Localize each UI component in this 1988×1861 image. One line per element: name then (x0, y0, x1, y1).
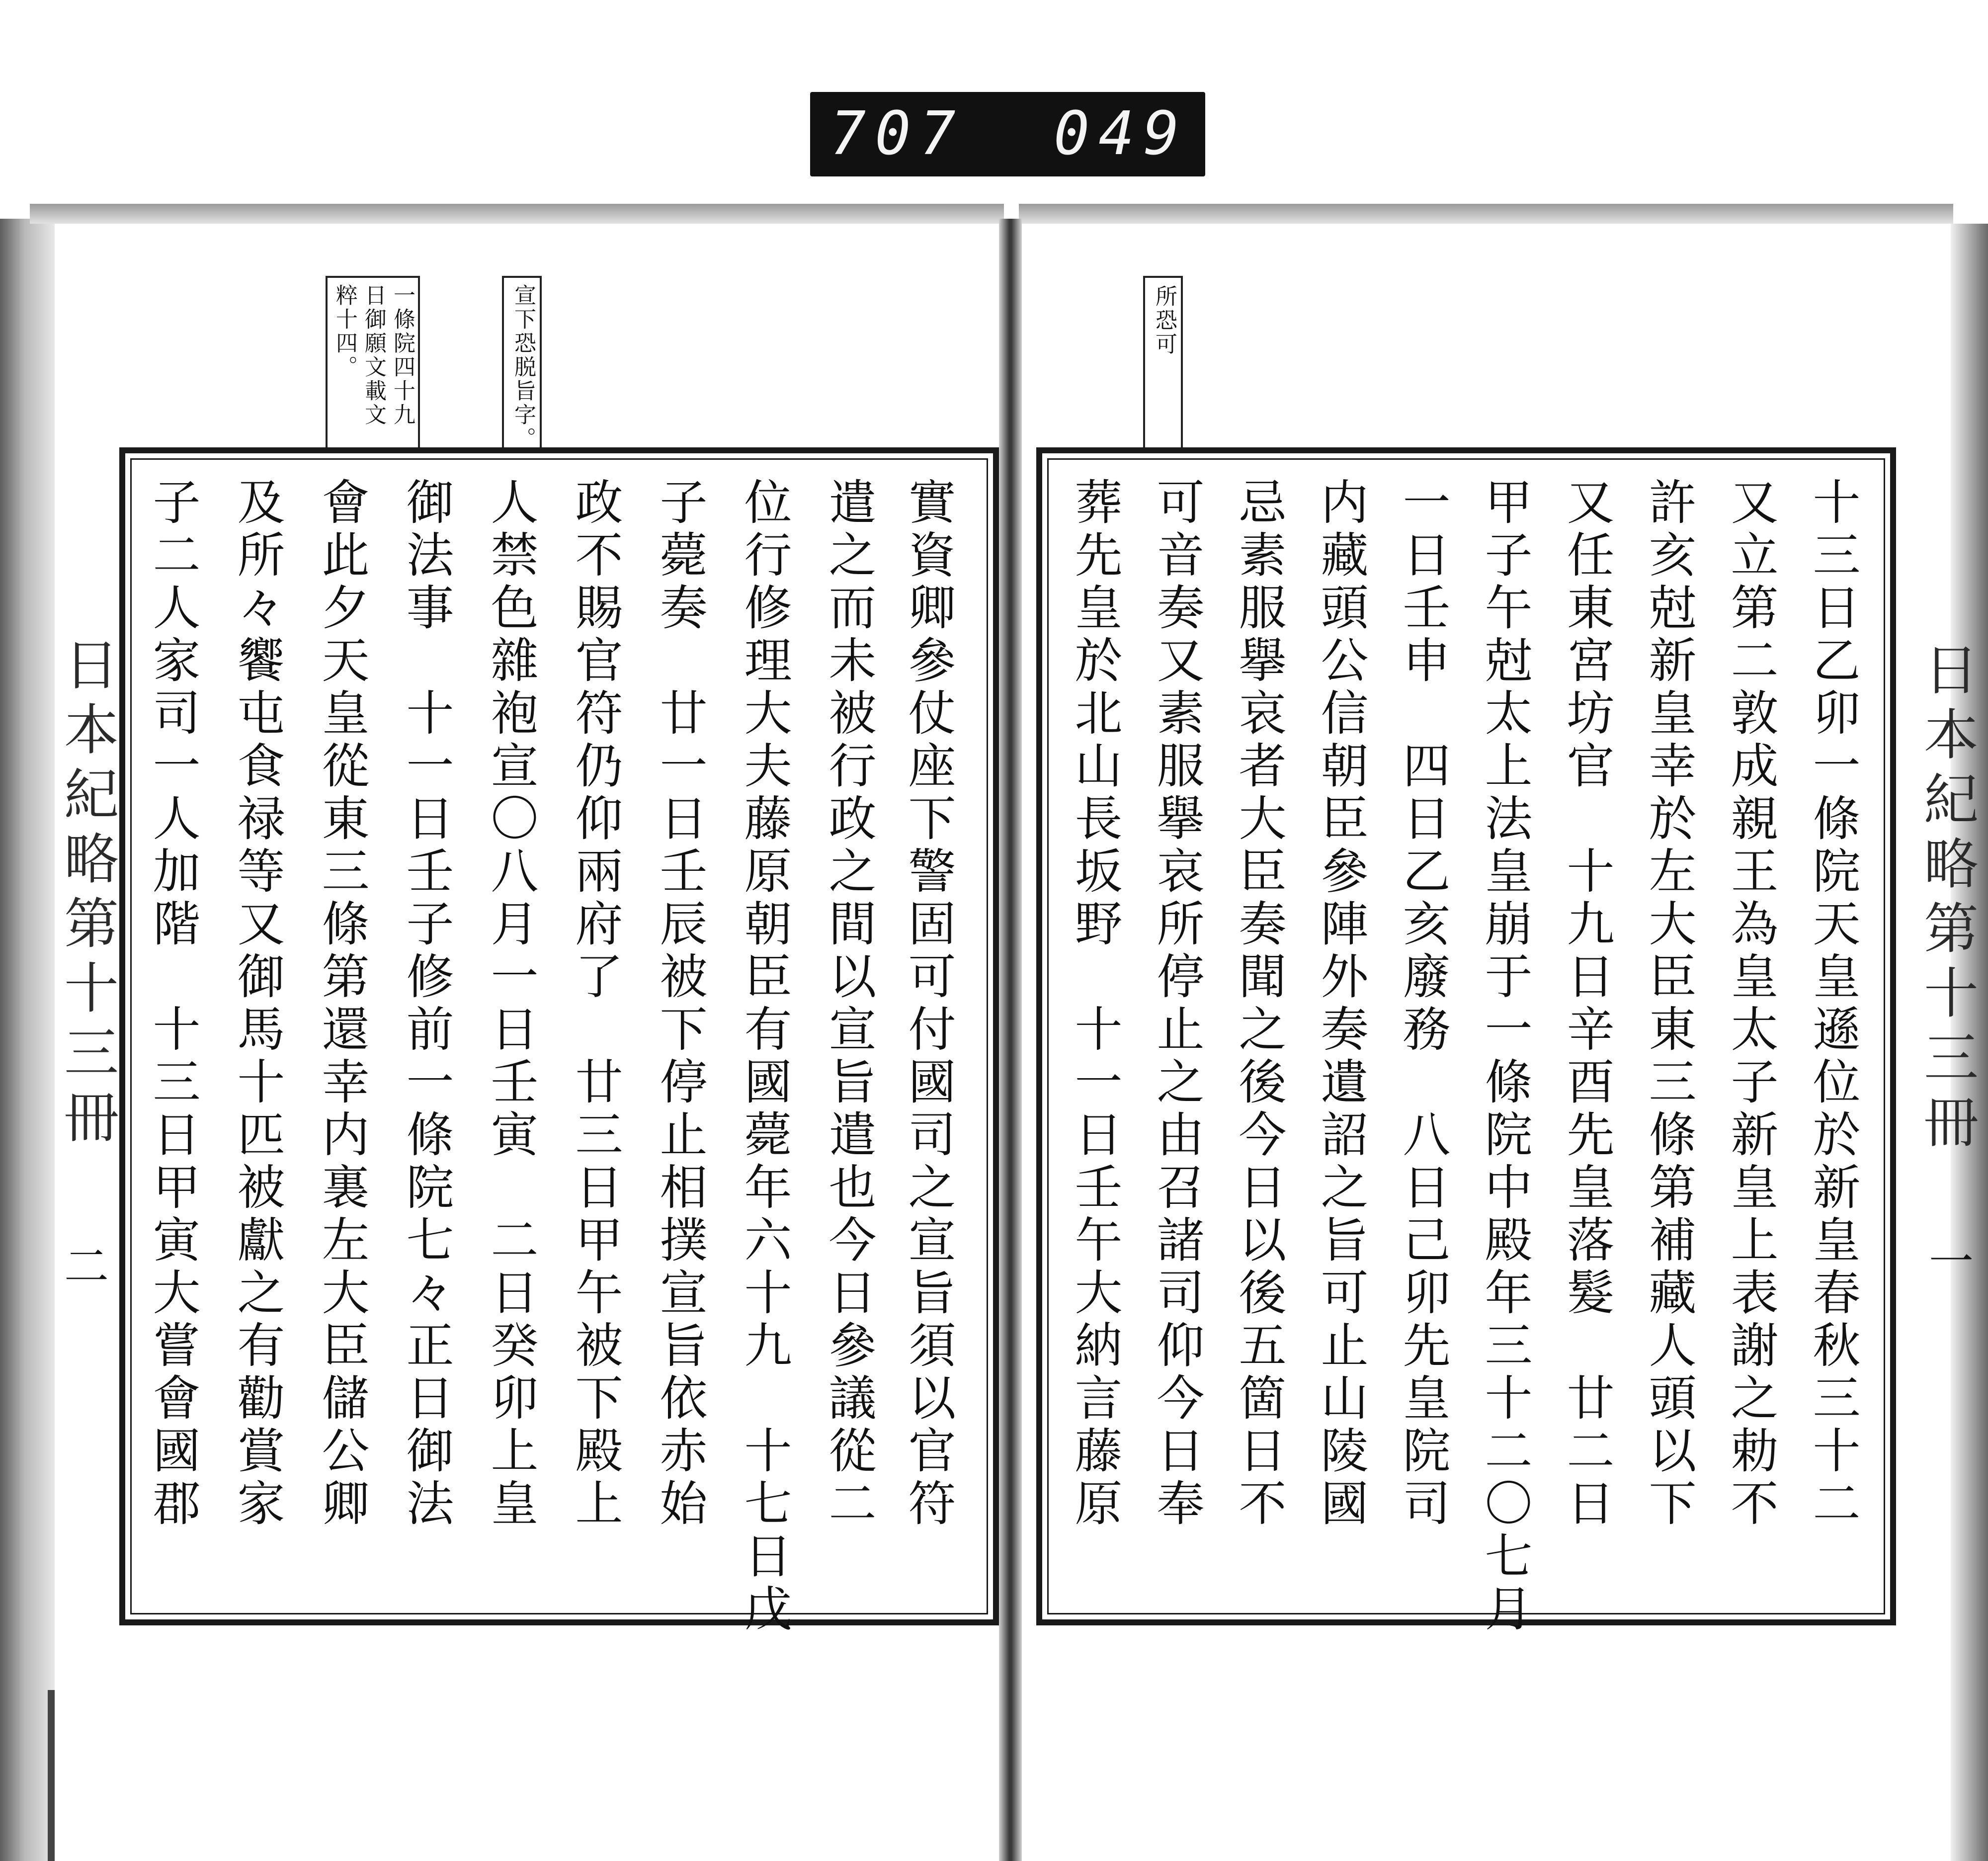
right-column-4: 又任東宮坊官 十九日辛酉先皇落髮 廿二日 (1559, 477, 1615, 1531)
margin-note-slip-2 (502, 276, 542, 452)
left-column-8: 會此夕天皇從東三條第還幸内裏左大臣儲公卿 (314, 477, 370, 1531)
frame-number-right: 049 (1054, 99, 1188, 169)
margin-note-line: 粹十四。 (332, 284, 357, 379)
right-column-5: 甲子午尅太上法皇崩于一條院中殿年三十二〇七月 (1477, 477, 1533, 1636)
left-column-9: 及所々饗屯食禄等又御馬十匹被獻之有勸賞家 (230, 477, 285, 1531)
left-margin-title: 日本紀略第十三冊 (55, 636, 119, 1153)
left-column-2: 遣之而未被行政之間以宣旨遣也今日參議從二 (821, 477, 877, 1531)
right-column-1: 十三日乙卯一條院天皇遜位於新皇春秋三十二 (1805, 477, 1861, 1531)
left-column-6: 人禁色雜袍宣〇八月一日壬寅 二日癸卯上皇 (483, 477, 539, 1531)
book-spine (999, 219, 1022, 1861)
right-column-7: 内藏頭公信朝臣參陣外奏遺詔之旨可止山陵國 (1313, 477, 1369, 1531)
right-folio: 一 (1921, 1238, 1973, 1287)
right-column-10: 葬先皇於北山長坂野 十一日壬午大納言藤原 (1067, 477, 1123, 1531)
right-column-6: 一日壬申 四日乙亥廢務 八日己卯先皇院司 (1395, 477, 1451, 1531)
margin-note-line: 日御願文載文 (361, 284, 386, 427)
margin-note-slip-3 (1143, 276, 1183, 452)
left-column-4: 子薨奏 廿一日壬辰被下停止相撲宣旨依赤始 (652, 477, 708, 1531)
right-margin-title: 日本紀略第十三冊 (1915, 641, 1979, 1158)
left-book-edge (0, 219, 55, 1861)
left-column-5: 政不賜官符仍仰兩府了 廿三日甲午被下殿上 (568, 477, 623, 1531)
right-column-9: 可音奏又素服擧哀所停止之由召諸司仰今日奉 (1149, 477, 1205, 1531)
left-column-10: 子二人家司一人加階 十三日甲寅大嘗會國郡 (145, 477, 201, 1531)
margin-note-slip-1 (326, 276, 420, 452)
left-column-1: 實資卿參仗座下警固可付國司之宣旨須以官符 (901, 477, 956, 1531)
frame-number-plate (810, 92, 1205, 176)
right-column-2: 又立第二敦成親王為皇太子新皇上表謝之勅不 (1723, 477, 1779, 1531)
left-column-3: 位行修理大夫藤原朝臣有國薨年六十九 十七日戊 (737, 477, 792, 1636)
right-column-3: 許亥尅新皇幸於左大臣東三條第補藏人頭以下 (1641, 477, 1697, 1531)
right-page-top-edge (1019, 204, 1953, 224)
left-column-7: 御法事 十一日壬子修前一條院七々正日御法 (399, 477, 454, 1531)
frame-number-left: 707 (830, 99, 965, 169)
left-page-stack-line (48, 1690, 55, 1861)
right-column-8: 忌素服擧哀者大臣奏聞之後今日以後五箇日不 (1231, 477, 1287, 1531)
margin-note-line: 所恐可 (1152, 285, 1177, 356)
margin-note-line: 一條院四十九 (390, 284, 415, 427)
left-folio: 二 (56, 1243, 108, 1292)
margin-note-line: 宣下恐脱旨字。 (510, 284, 536, 451)
left-page-top-edge (30, 204, 1004, 224)
